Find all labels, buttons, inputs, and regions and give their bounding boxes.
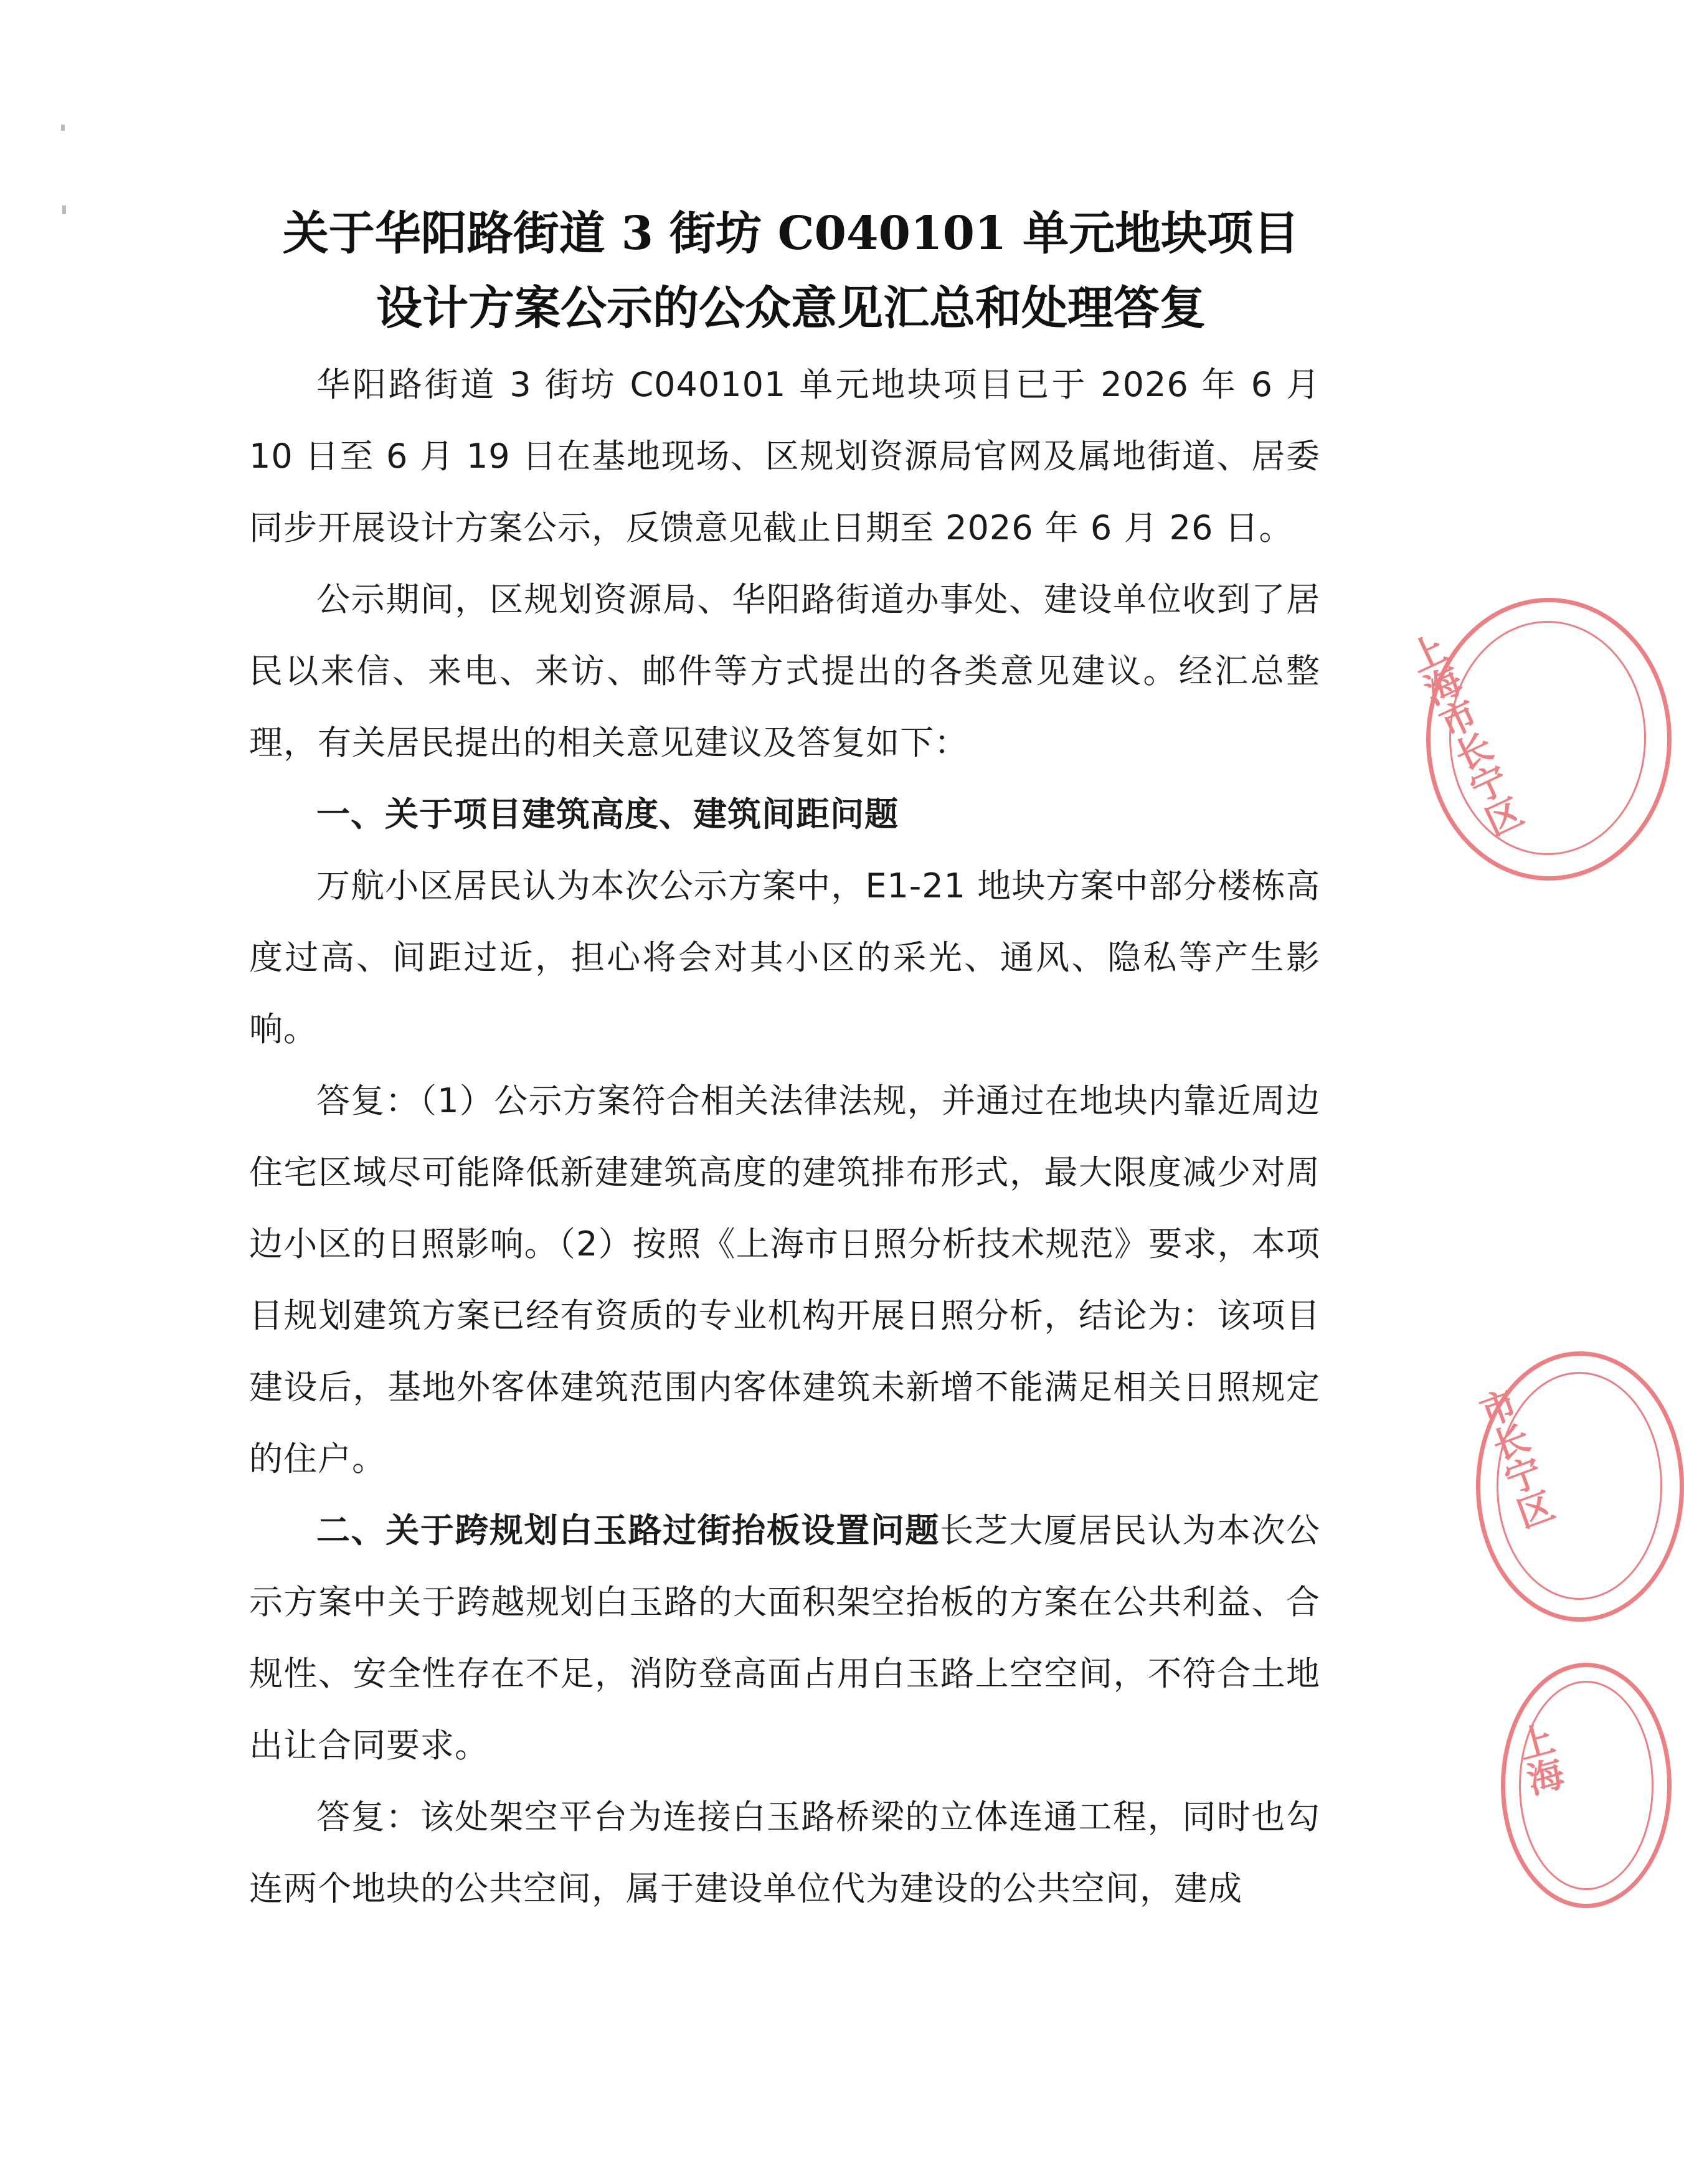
official-seal-2 [1469, 1351, 1684, 1622]
paragraph-concern-platform [249, 1495, 1320, 1781]
paragraph-feedback-intro: 公示期间，区规划资源局、华阳路街道办事处、建设单位收到了居民以来信、来电、来访、邮件等方式提出的各类意见建议。经汇总整理，有关居民提出的相关意见建议及答复如下： [249, 580, 1320, 762]
document-title-line1: 关于华阳路街道 3 街坊 C040101 单元地块项目 [282, 207, 1300, 260]
document-body [249, 349, 1320, 1924]
scan-artifact [62, 206, 66, 214]
paragraph-reply-height: 答复：（1）公示方案符合相关法律法规，并通过在地块内靠近周边住宅区域尽可能降低新建建筑高度的建筑排布形式，最大限度减少对周边小区的日照影响。（2）按照《上海市日照分析技术规范》要求，本项目规划建筑方案已经有资质的专业机构开展日照分析，结论为：该项目建设后，基地外客体建筑范围内客体建筑未新增不能满足相关日照规定的住户。 [249, 1081, 1320, 1478]
paragraph-concern-platform-text: 长芝大厦居民认为本次公示方案中关于跨越规划白玉路的大面积架空抬板的方案在公共利益、合规性、安全性存在不足，消防登高面占用白玉路上空空间，不符合土地出让合同要求。 [249, 1511, 1321, 1765]
paragraph-concern-height: 万航小区居民认为本次公示方案中，E1-21 地块方案中部分楼栋高度过高、间距过近，担心将会对其小区的采光、通风、隐私等产生影响。 [249, 866, 1320, 1049]
paragraph-reply-platform: 答复：该处架空平台为连接白玉路桥梁的立体连通工程，同时也勾连两个地块的公共空间，属于建设单位代为建设的公共空间，建成 [249, 1797, 1320, 1908]
document-title-line2: 设计方案公示的公众意见汇总和处理答复 [376, 281, 1206, 335]
official-seal-1 [1398, 598, 1672, 881]
seal-text-3: 上海 [1508, 1719, 1568, 1800]
seal-text-1: 上海市长宁区 [1398, 628, 1528, 843]
section-heading-2: 二、关于跨规划白玉路过街抬板设置问题 [316, 1511, 940, 1550]
seal-text-2: 市长宁区 [1469, 1384, 1559, 1534]
official-seal-3 [1501, 1663, 1672, 1908]
section-heading-1: 一、关于项目建筑高度、建筑间距问题 [316, 795, 899, 834]
scan-artifact [61, 125, 65, 131]
paragraph-announcement: 华阳路街道 3 街坊 C040101 单元地块项目已于 2026 年 6 月 10 日至 6 月 19 日在基地现场、区规划资源局官网及属地街道、居委同步开展设计方案公示，反馈意见截止日期至 2026 年 6 月 26 日。 [249, 365, 1320, 547]
